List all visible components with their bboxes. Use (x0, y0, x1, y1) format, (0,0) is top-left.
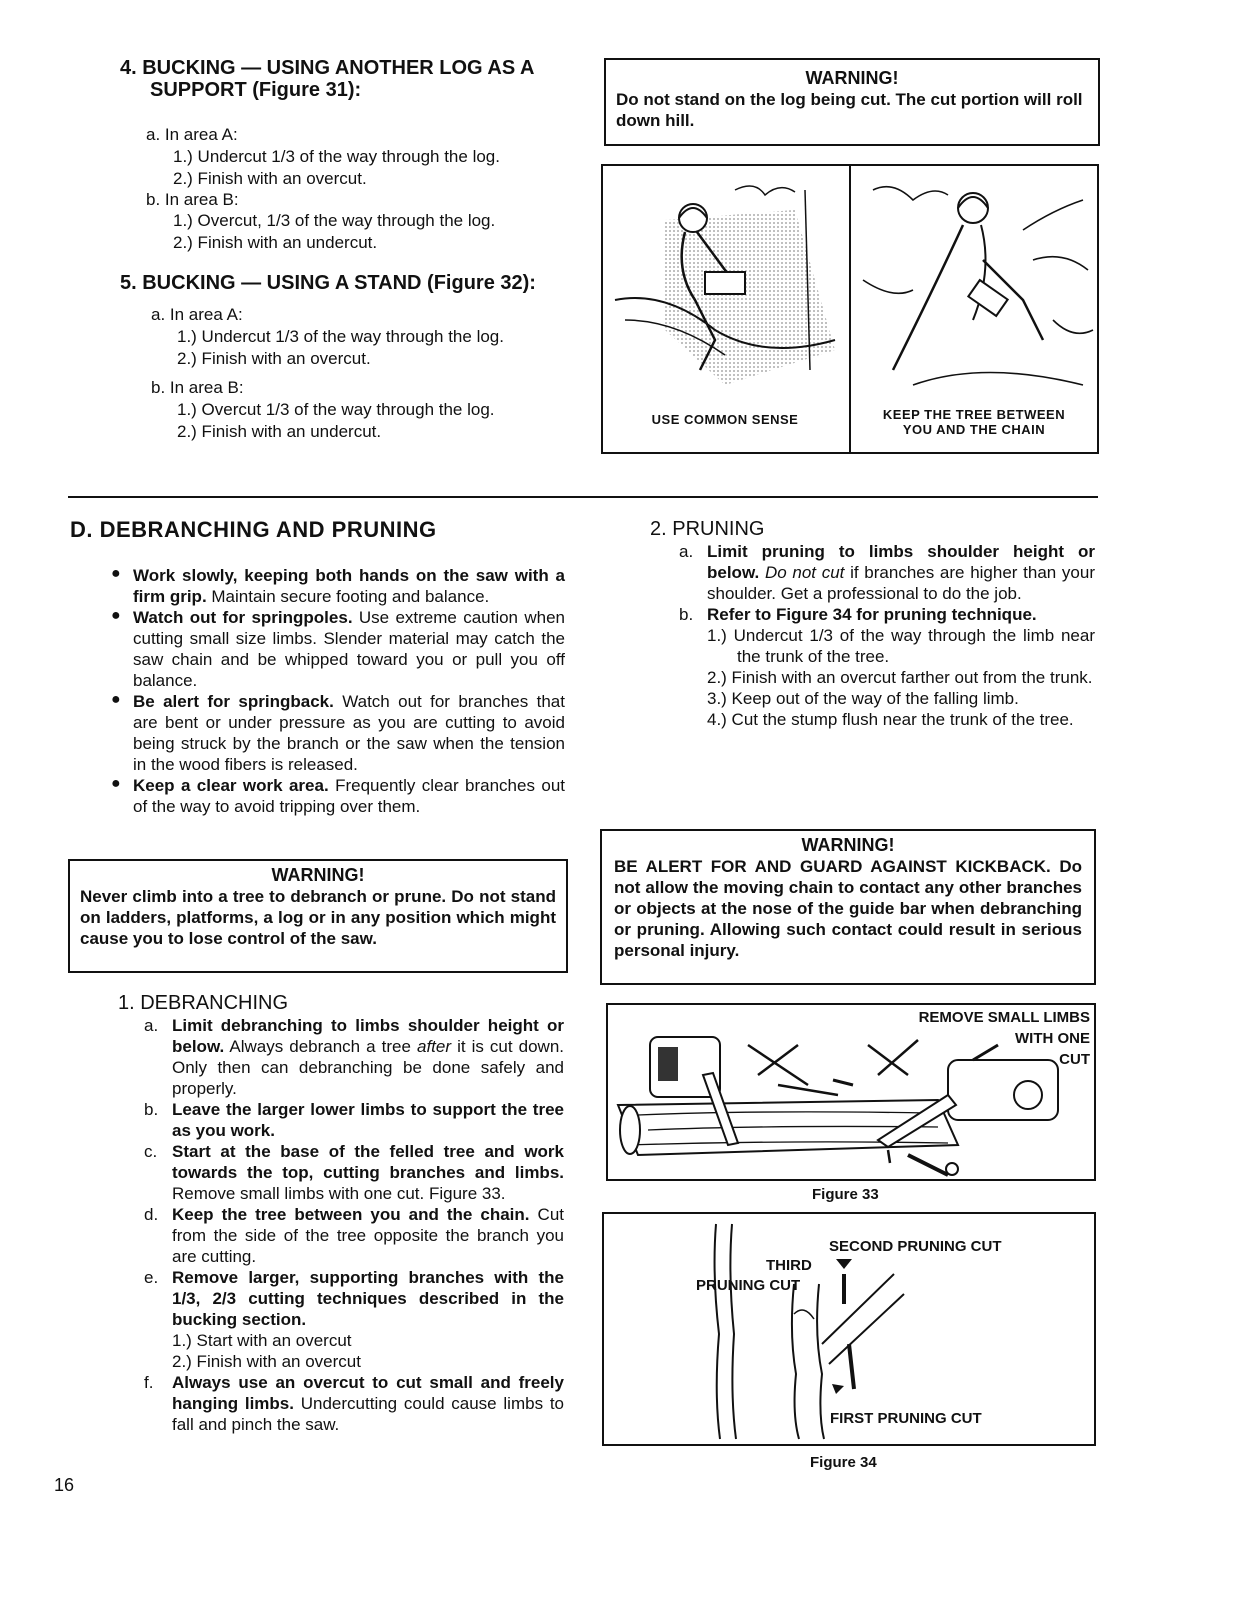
page-number: 16 (54, 1475, 75, 1495)
caption-use-common-sense: USE COMMON SENSE (651, 412, 799, 427)
caption-keep-tree-line-1: KEEP THE TREE BETWEEN (882, 407, 1066, 422)
item-label: a. (144, 1016, 159, 1035)
s4-a2: 2.) Finish with an overcut. (173, 169, 367, 188)
s5-a: a. In area A: (151, 305, 243, 324)
caption-keep-tree-between (851, 407, 1097, 437)
bullet-bold: Work slowly, keeping both hands on the saw with a firm grip. (133, 566, 565, 606)
warning-title: WARNING! (271, 865, 365, 885)
pruning-b3: 3.) Keep out of the way of the falling limb. (707, 689, 1019, 708)
debranching-item-e (144, 1267, 564, 1372)
figure-33-caption: Figure 33 (812, 1186, 879, 1203)
illustration-worker-cutting-branch (853, 170, 1097, 400)
figure-common-sense (601, 164, 1099, 454)
item-bold: Limit debranching to limbs shoulder height or below. (172, 1016, 564, 1056)
caption-keep-tree-line-2: YOU AND THE CHAIN (902, 422, 1046, 437)
bullet-list (111, 565, 565, 817)
debranching-item-f (144, 1372, 564, 1435)
item-text: Undercutting could cause limbs to fall and pinch the saw. (172, 1394, 564, 1434)
pruning-heading: 2. PRUNING (650, 518, 765, 540)
s4-a1: 1.) Undercut 1/3 of the way through the log. (173, 147, 500, 166)
illustration-worker-on-log (605, 170, 849, 410)
warning-box-kickback (600, 829, 1096, 985)
warning-text: Do not stand on the log being cut. The cut portion will roll down hill. (616, 90, 1083, 130)
s5-b1: 1.) Overcut 1/3 of the way through the log. (177, 400, 495, 419)
debranching-list (144, 1015, 564, 1435)
bullet-bold: Watch out for springpoles. (133, 608, 353, 627)
pruning-list (679, 541, 1095, 730)
item-bold: Leave the larger lower limbs to support the tree as you work. (172, 1100, 564, 1140)
figure-34-caption: Figure 34 (810, 1454, 877, 1471)
item-text: it is cut down. Only then can debranching be done safely and properly. (172, 1037, 564, 1098)
item-e1: 1.) Start with an overcut (172, 1331, 352, 1350)
item-bold: Remove larger, supporting branches with the 1/3, 2/3 cutting techniques described in the bucking section. (172, 1268, 564, 1329)
bullet-text: Maintain secure footing and balance. (206, 587, 490, 606)
figure-33-label-line-1: REMOVE SMALL LIMBS (918, 1009, 1090, 1026)
bullet-text: Frequently clear branches out of the way to avoid tripping over them. (133, 776, 565, 816)
s5-b: b. In area B: (151, 378, 244, 397)
warning-title: WARNING! (805, 68, 899, 88)
section-d-title: D. DEBRANCHING AND PRUNING (70, 517, 437, 542)
item-text: if branches are higher than your shoulder. Get a professional to do the job. (707, 563, 1095, 603)
bullet-item (111, 691, 565, 775)
s4-a: a. In area A: (146, 125, 238, 144)
section-divider (68, 496, 1098, 498)
item-bold: Always use an overcut to cut small and freely hanging limbs. (172, 1373, 564, 1413)
label-third-line-1: THIRD (766, 1257, 812, 1274)
item-text: Cut from the side of the tree opposite the branch you are cutting. (172, 1205, 564, 1266)
label-third-line-2: PRUNING CUT (696, 1277, 801, 1294)
warning-text: BE ALERT FOR AND GUARD AGAINST KICKBACK. Do not allow the moving chain to contact any other branches or objects at the nose of the guide bar when debranching or pruning. Allowing such contact could result in serious personal injury. (614, 857, 1082, 960)
item-italic: after (417, 1037, 452, 1056)
bullet-item (111, 607, 565, 691)
warning-title: WARNING! (801, 835, 895, 855)
debranching-item-c (144, 1141, 564, 1204)
bullet-item (111, 775, 565, 817)
warning-box-climb (68, 859, 568, 973)
pruning-b1: 1.) Undercut 1/3 of the way through the limb near the trunk of the tree. (707, 626, 1095, 666)
debranching-item-d (144, 1204, 564, 1267)
bullet-icon: ● (111, 775, 121, 792)
pruning-item-b (679, 604, 1095, 730)
item-text: Remove small limbs with one cut. Figure 33. (172, 1184, 506, 1203)
item-label: a. (679, 542, 694, 561)
figure-33-label-line-2: WITH ONE (1015, 1030, 1090, 1047)
warning-text: Never climb into a tree to debranch or prune. Do not stand on ladders, platforms, a log or in any position which might cause you to lose control of the saw. (80, 887, 556, 948)
figure-33 (606, 1003, 1096, 1181)
s4-heading-2: SUPPORT (Figure 31): (150, 79, 362, 101)
figure-33-label (919, 1007, 1090, 1070)
debranching-item-b (144, 1099, 564, 1141)
label-second-pruning-cut: SECOND PRUNING CUT (829, 1238, 1002, 1255)
pruning-b4: 4.) Cut the stump flush near the trunk of the tree. (707, 710, 1074, 729)
item-bold: Refer to Figure 34 for pruning technique. (707, 605, 1037, 624)
bullet-text: Use extreme caution when cutting small size limbs. Slender material may catch the saw chain and be whipped toward you or pull you off balance. (133, 608, 565, 690)
bullet-icon: ● (111, 691, 121, 708)
item-label: e. (144, 1268, 159, 1287)
item-bold: Start at the base of the felled tree and work towards the top, cutting branches and limbs. (172, 1142, 564, 1182)
bullet-bold: Keep a clear work area. (133, 776, 329, 795)
label-third-pruning-cut (696, 1256, 812, 1296)
s4-heading-1: 4. BUCKING — USING ANOTHER LOG AS A (120, 57, 535, 79)
warning-box-log (604, 58, 1100, 146)
item-label: c. (144, 1142, 158, 1161)
bullet-text: Watch out for branches that are bent or under pressure as you are cutting to avoid being struck by the branch or the saw when the tension in the wood fibers is released. (133, 692, 565, 774)
pruning-b2: 2.) Finish with an overcut farther out from the trunk. (707, 668, 1093, 687)
pruning-item-a (679, 541, 1095, 604)
item-label: d. (144, 1205, 159, 1224)
item-label: f. (144, 1373, 154, 1392)
item-text: Always debranch a tree (224, 1037, 417, 1056)
item-label: b. (144, 1100, 159, 1119)
bullet-bold: Be alert for springback. (133, 692, 334, 711)
figure-34 (602, 1212, 1096, 1446)
bullet-item (111, 565, 565, 607)
item-bold: Keep the tree between you and the chain. (172, 1205, 530, 1224)
item-italic: Do not cut (759, 563, 845, 582)
debranching-heading: 1. DEBRANCHING (118, 992, 289, 1014)
item-bold: Limit pruning to limbs shoulder height or below. (707, 542, 1095, 582)
s4-b: b. In area B: (146, 190, 239, 209)
s5-a1: 1.) Undercut 1/3 of the way through the log. (177, 327, 504, 346)
label-first-pruning-cut: FIRST PRUNING CUT (830, 1410, 982, 1427)
s4-b2: 2.) Finish with an undercut. (173, 233, 378, 252)
bullet-icon: ● (111, 607, 121, 624)
s5-heading: 5. BUCKING — USING A STAND (Figure 32): (120, 272, 536, 294)
s4-b1: 1.) Overcut, 1/3 of the way through the log. (173, 211, 496, 230)
figure-33-label-line-3: CUT (1059, 1051, 1090, 1068)
s5-a2: 2.) Finish with an overcut. (177, 349, 371, 368)
debranching-item-a (144, 1015, 564, 1099)
s5-b2: 2.) Finish with an undercut. (177, 422, 382, 441)
item-e2: 2.) Finish with an overcut (172, 1352, 361, 1371)
item-label: b. (679, 605, 694, 624)
bullet-icon: ● (111, 565, 121, 582)
